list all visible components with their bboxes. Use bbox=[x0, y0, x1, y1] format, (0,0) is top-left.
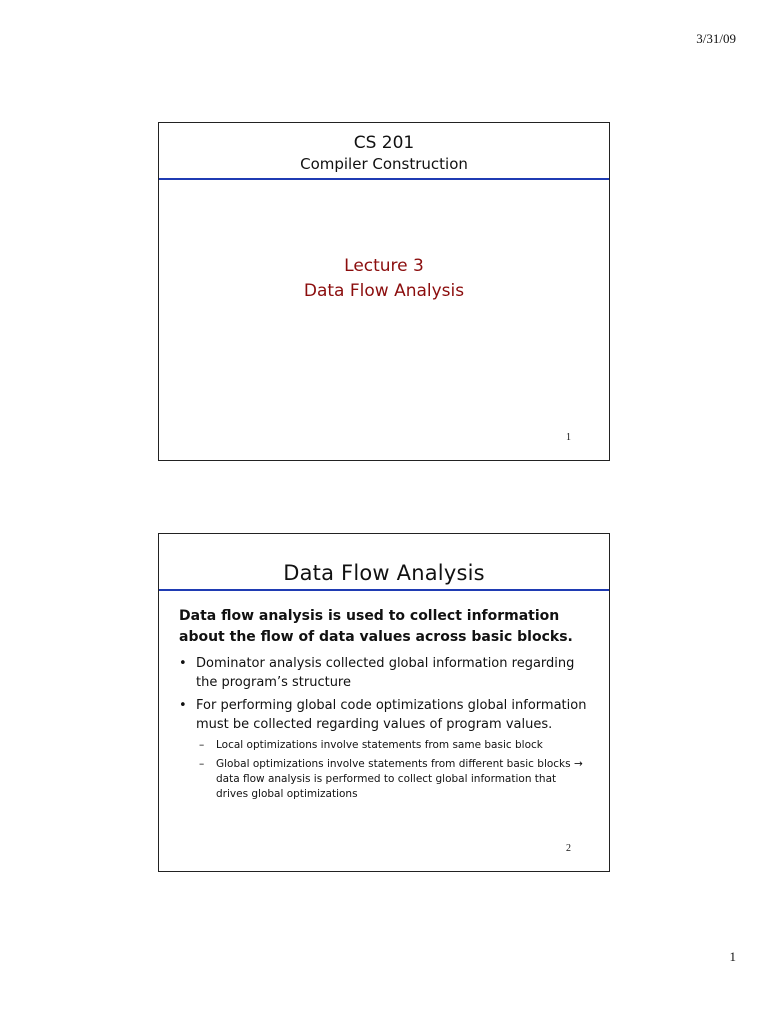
bullet-mark: • bbox=[179, 698, 187, 713]
subbullet-mark: – bbox=[199, 739, 205, 751]
slide-2-title: Data Flow Analysis bbox=[283, 561, 485, 585]
slide-2-title-rule bbox=[159, 589, 609, 591]
bullet-mark: • bbox=[179, 656, 187, 671]
bullet-text: Dominator analysis collected global information regarding the program’s structure bbox=[196, 656, 575, 690]
slide-2 bbox=[158, 533, 610, 872]
subbullet-text: Local optimizations involve statements from same basic block bbox=[216, 739, 543, 751]
slide-1-title-rule bbox=[159, 178, 609, 180]
lecture-number: Lecture 3 bbox=[344, 256, 424, 276]
subbullet-item bbox=[179, 738, 587, 753]
subbullet-item bbox=[179, 757, 587, 802]
lead-line-2: about the flow of data values across basic blocks. bbox=[179, 629, 573, 645]
page-number: 1 bbox=[729, 949, 736, 964]
slide-2-body bbox=[179, 606, 587, 806]
bullet-item bbox=[179, 654, 587, 692]
lecture-title bbox=[159, 254, 609, 304]
slide-2-number: 2 bbox=[566, 843, 571, 854]
page-date: 3/31/09 bbox=[696, 31, 736, 46]
subbullet-text: Global optimizations involve statements from different basic blocks → data flow analysis is performed to collect global information that drives global optimizations bbox=[216, 758, 583, 800]
course-name: Compiler Construction bbox=[300, 155, 468, 173]
slide-2-lead bbox=[179, 606, 587, 648]
bullet-item bbox=[179, 696, 587, 734]
lead-line-1: Data flow analysis is used to collect information bbox=[179, 608, 560, 624]
lecture-topic: Data Flow Analysis bbox=[303, 281, 465, 301]
bullet-text: For performing global code optimizations global information must be collected regarding values of program values. bbox=[196, 698, 587, 732]
slide-1-number: 1 bbox=[566, 432, 571, 443]
subbullet-mark: – bbox=[199, 758, 205, 770]
course-code: CS 201 bbox=[353, 133, 415, 153]
slide-1 bbox=[158, 122, 610, 461]
